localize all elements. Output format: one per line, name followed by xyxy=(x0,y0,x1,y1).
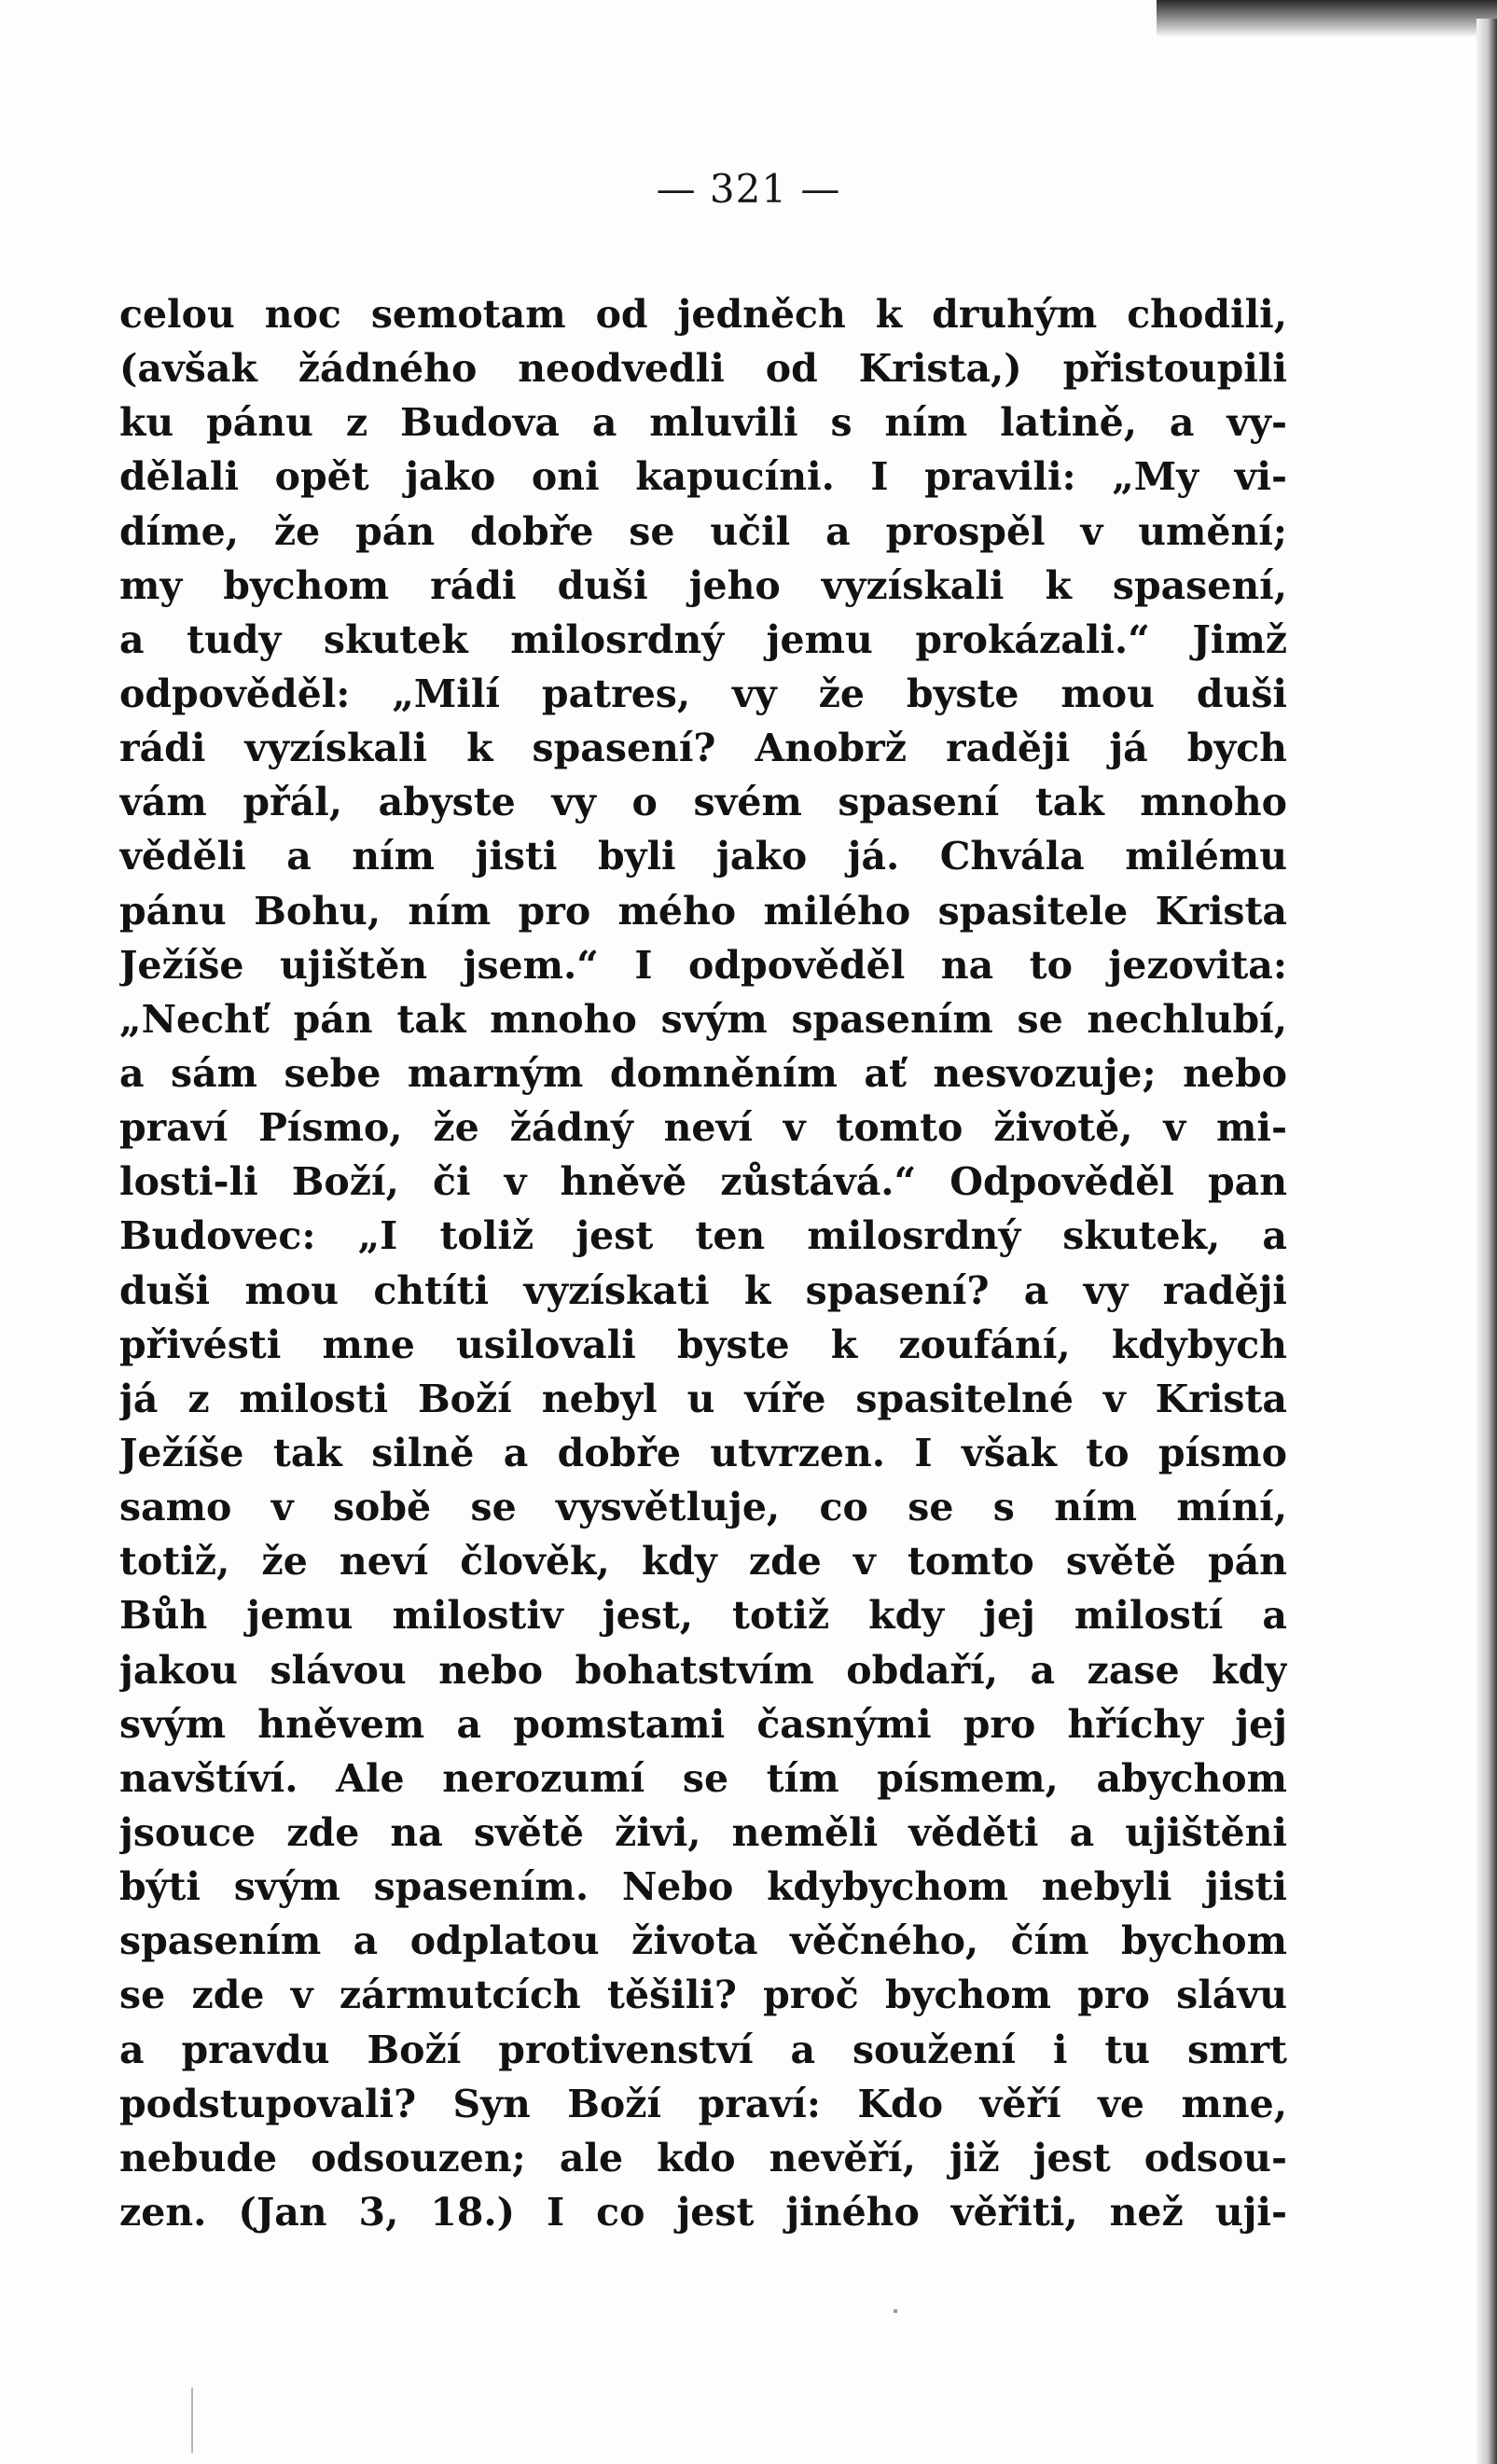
text-line: Bůh jemu milostiv jest, totiž kdy jej milostí a xyxy=(119,1593,1287,1639)
page-number: — 321 — xyxy=(656,166,841,212)
text-line: svým hněvem a pomstami časnými pro hříchy jej xyxy=(119,1701,1287,1747)
text-line: „Nechť pán tak mnoho svým spasením se nechlubí, xyxy=(119,996,1287,1042)
text-line: díme, že pán dobře se učil a prospěl v umění; xyxy=(119,508,1287,554)
print-speck xyxy=(191,2388,193,2453)
text-line: býti svým spasením. Nebo kdybychom nebyli jisti xyxy=(119,1864,1287,1910)
text-line: celou noc semotam od jedněch k druhým chodili, xyxy=(119,292,1287,337)
text-line: my bychom rádi duši jeho vyzískali k spasení, xyxy=(119,562,1287,608)
text-line: Budovec: „I toliž jest ten milosrdný skutek, a xyxy=(119,1213,1287,1259)
text-line: navštíví. Ale nerozumí se tím písmem, abychom xyxy=(119,1755,1287,1801)
scan-shadow-top xyxy=(1157,0,1497,37)
text-line: ku pánu z Budova a mluvili s ním latině, a vy- xyxy=(119,400,1287,446)
body-text xyxy=(119,287,1287,2239)
text-line: a sám sebe marným domněním ať nesvozuje; nebo xyxy=(119,1050,1287,1096)
text-line: spasením a odplatou života věčného, čím bychom xyxy=(119,1918,1287,1964)
text-line: a pravdu Boží protivenství a soužení i tu smrt xyxy=(119,2027,1287,2072)
text-line: losti-li Boží, či v hněvě zůstává.“ Odpověděl pan xyxy=(119,1159,1287,1205)
text-line: podstupovali? Syn Boží praví: Kdo věří ve mne, xyxy=(119,2081,1287,2126)
text-line: a tudy skutek milosrdný jemu prokázali.“ Jimž xyxy=(119,616,1287,662)
text-line: vám přál, abyste vy o svém spasení tak mnoho xyxy=(119,780,1287,825)
text-line: nebude odsouzen; ale kdo nevěří, již jest odsou- xyxy=(119,2135,1287,2180)
text-line: samo v sobě se vysvětluje, co se s ním míní, xyxy=(119,1485,1287,1530)
text-line: (avšak žádného neodvedli od Krista,) přistoupili xyxy=(119,346,1287,392)
text-line: přivésti mne usilovali byste k zoufání, kdybych xyxy=(119,1322,1287,1367)
text-line: Ježíše tak silně a dobře utvrzen. I však to písmo xyxy=(119,1430,1287,1475)
text-line: odpověděl: „Milí patres, vy že byste mou duši xyxy=(119,671,1287,716)
text-line: jsouce zde na světě živi, neměli věděti a ujištěni xyxy=(119,1809,1287,1855)
scan-shadow-right xyxy=(1476,19,1497,2464)
text-line: dělali opět jako oni kapucíni. I pravili: „My vi- xyxy=(119,454,1287,500)
text-line: já z milosti Boží nebyl u víře spasitelné v Krista xyxy=(119,1376,1287,1421)
text-line: rádi vyzískali k spasení? Anobrž raději já bych xyxy=(119,726,1287,771)
text-line: jakou slávou nebo bohatstvím obdaří, a zase kdy xyxy=(119,1647,1287,1693)
text-line: věděli a ním jisti byli jako já. Chvála milému xyxy=(119,834,1287,879)
text-line: duši mou chtíti vyzískati k spasení? a vy raději xyxy=(119,1267,1287,1313)
text-line: pánu Bohu, ním pro mého milého spasitele Krista xyxy=(119,888,1287,934)
text-line: zen. (Jan 3, 18.) I co jest jiného věřiti, než uji- xyxy=(119,2189,1287,2235)
print-speck xyxy=(894,2309,897,2313)
text-line: totiž, že neví člověk, kdy zde v tomto světě pán xyxy=(119,1539,1287,1585)
text-line: se zde v zármutcích těšili? proč bychom pro slávu xyxy=(119,1973,1287,2018)
text-line: Ježíše ujištěn jsem.“ I odpověděl na to jezovita: xyxy=(119,942,1287,988)
text-line: praví Písmo, že žádný neví v tomto životě, v mi- xyxy=(119,1105,1287,1151)
